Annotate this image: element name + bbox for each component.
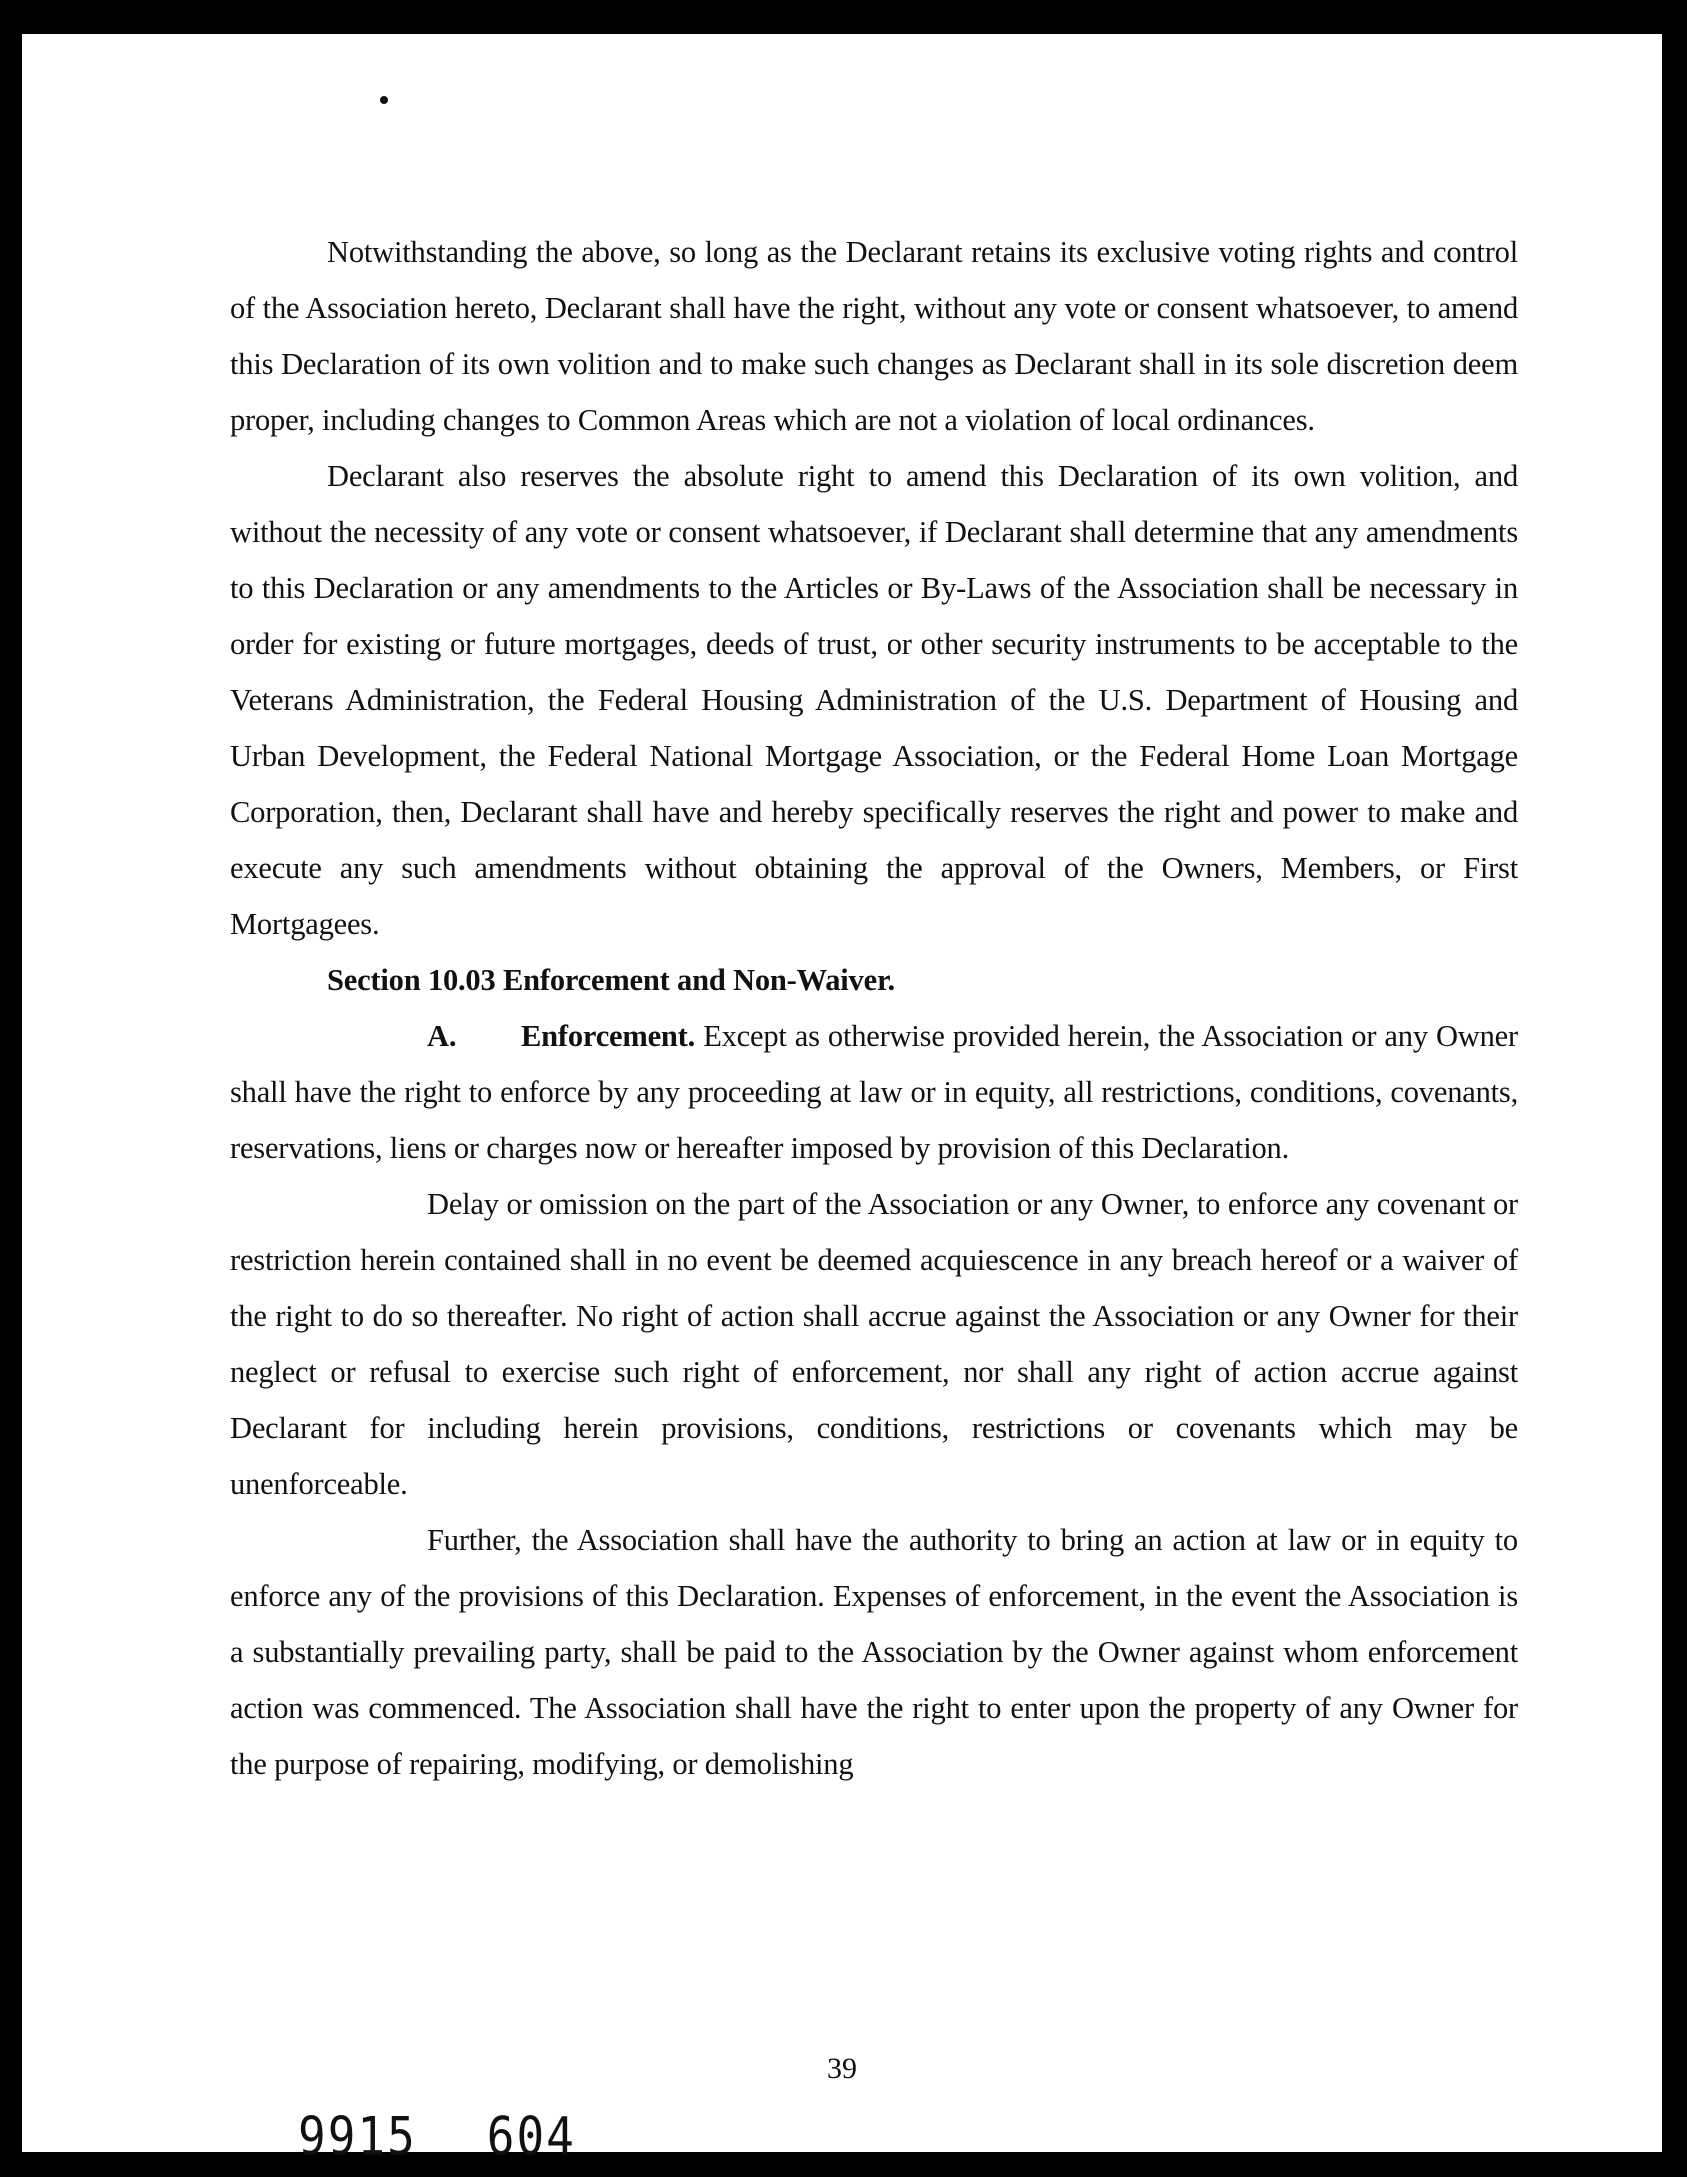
section-heading: Section 10.03 Enforcement and Non-Waiver.	[327, 963, 895, 997]
paragraph-declarant-rights: Notwithstanding the above, so long as the Declarant retains its exclusive voting rights and control of the Association hereto, Declarant shall have the right, without any vote or consent whatsoever, to amend this Declaration of its own volition and to make such changes as Declarant shall in its sole discretion deem proper, including changes to Common Areas which are not a violation of local ordinances.	[230, 235, 1518, 437]
stamp-book-number: 9915	[298, 2104, 417, 2168]
stamp-page-number: 604	[486, 2104, 576, 2168]
book-page-stamp	[298, 2105, 576, 2167]
subsection-text: Except as otherwise provided herein, the Association or any Owner shall have the right to enforce by any proceeding at law or in equity, all restrictions, conditions, covenants, reservations, liens or charges now or hereafter imposed by provision of this Declaration.	[230, 1019, 1518, 1165]
subsection-letter: A.	[427, 1019, 457, 1053]
document-page	[22, 34, 1662, 2168]
scan-speck	[380, 96, 388, 104]
page-number: 39	[827, 2052, 857, 2085]
document-body	[230, 224, 1518, 1792]
paragraph-delay-omission: Delay or omission on the part of the Association or any Owner, to enforce any covenant or restriction herein contained shall in no event be deemed acquiescence in any breach hereof or a waiver of the right to do so thereafter. No right of action shall accrue against the Association or any Owner for their neglect or refusal to exercise such right of enforcement, nor shall any right of action accrue against Declarant for including herein provisions, conditions, restrictions or covenants which may be unenforceable.	[230, 1187, 1518, 1501]
paragraph-further-authority: Further, the Association shall have the authority to bring an action at law or in equity to enforce any of the provisions of this Declaration. Expenses of enforcement, in the event the Association is a substantially prevailing party, shall be paid to the Association by the Owner against whom enforcement action was commenced. The Association shall have the right to enter upon the property of any Owner for the purpose of repairing, modifying, or demolishing	[230, 1523, 1518, 1781]
paragraph-declarant-reserves: Declarant also reserves the absolute right to amend this Declaration of its own volition, and without the necessity of any vote or consent whatsoever, if Declarant shall determine that any amendments to this Declaration or any amendments to the Articles or By-Laws of the Association shall be necessary in order for existing or future mortgages, deeds of trust, or other security instruments to be acceptable to the Veterans Administration, the Federal Housing Administration of the U.S. Department of Housing and Urban Development, the Federal National Mortgage Association, or the Federal Home Loan Mortgage Corporation, then, Declarant shall have and hereby specifically reserves the right and power to make and execute any such amendments without obtaining the approval of the Owners, Members, or First Mortgagees.	[230, 459, 1518, 941]
subsection-enforcement	[230, 1008, 1518, 1176]
subsection-title: Enforcement.	[521, 1019, 696, 1053]
